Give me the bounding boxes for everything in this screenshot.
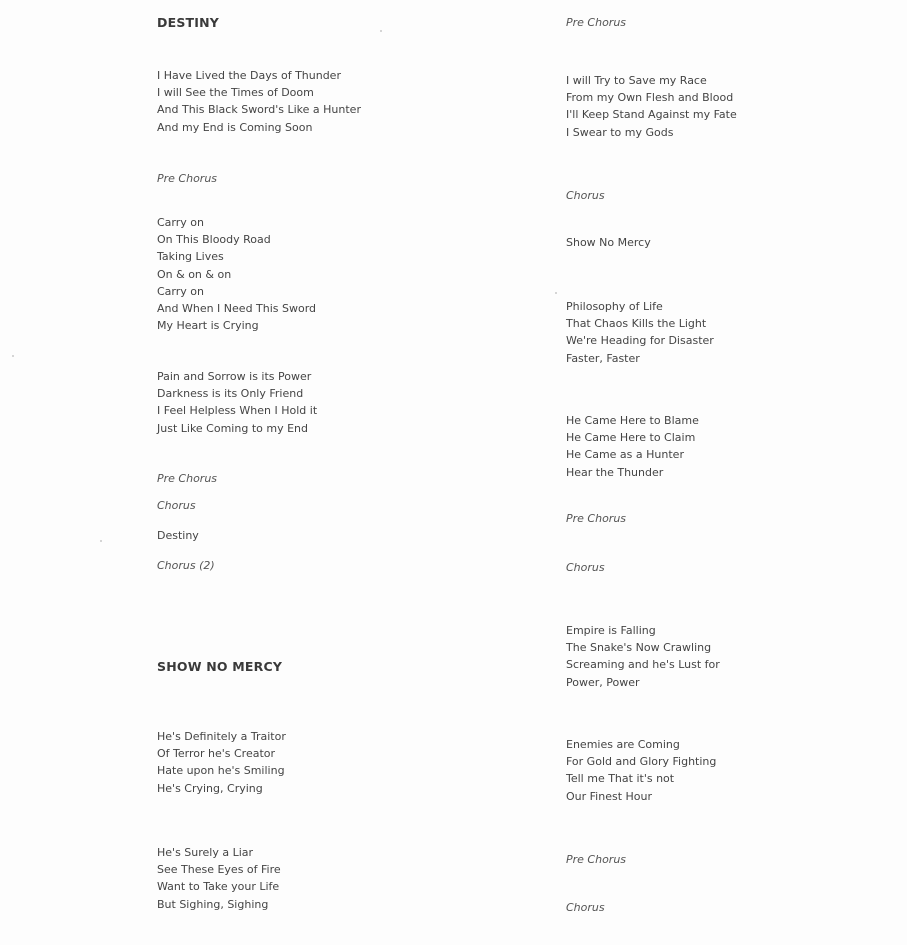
lyric-line: Just Like Coming to my End (157, 421, 308, 435)
lyric-line: That Chaos Kills the Light (566, 317, 707, 331)
lyric-line: From my Own Flesh and Blood (566, 91, 734, 105)
lyric-line: Hate upon he's Smiling (157, 764, 285, 778)
lyric-line: I Feel Helpless When I Hold it (157, 404, 318, 418)
destiny-prechorus (157, 214, 316, 334)
lyric-line: And When I Need This Sword (157, 302, 317, 316)
destiny-title: DESTINY (157, 15, 220, 30)
lyric-line: He Came Here to Claim (566, 431, 696, 445)
lyric-line: But Sighing, Sighing (157, 897, 269, 911)
lyric-line: On & on & on (157, 267, 232, 281)
lyric-line: Taking Lives (157, 250, 224, 264)
destiny-verse-1 (157, 67, 361, 136)
lyric-line: Darkness is its Only Friend (157, 387, 304, 401)
lyric-line: I will Try to Save my Race (566, 74, 707, 87)
pre-chorus-cue: Pre Chorus (566, 512, 627, 525)
pre-chorus-cue: Pre Chorus (566, 16, 627, 29)
lyric-line: Screaming and he's Lust for (566, 658, 720, 672)
show-no-mercy-title: SHOW NO MERCY (157, 659, 283, 674)
scan-speck (380, 30, 382, 32)
destiny-refrain: Destiny (157, 529, 199, 542)
lyric-line: Carry on (157, 216, 204, 229)
lyric-line: Want to Take your Life (157, 880, 280, 894)
lyric-line: Of Terror he's Creator (157, 747, 276, 761)
scan-speck (12, 355, 14, 357)
chorus-cue: Chorus (566, 189, 605, 202)
lyric-line: See These Eyes of Fire (157, 863, 281, 877)
mercy-verse-4 (566, 412, 699, 481)
lyric-line: Enemies are Coming (566, 738, 680, 751)
chorus-repeat-cue: Chorus (2) (157, 559, 215, 572)
lyric-line: On This Bloody Road (157, 233, 271, 247)
lyric-line: I Have Lived the Days of Thunder (157, 69, 341, 82)
lyric-line: For Gold and Glory Fighting (566, 755, 717, 769)
lyric-line: The Snake's Now Crawling (566, 641, 712, 655)
mercy-refrain: Show No Mercy (566, 236, 651, 249)
pre-chorus-cue: Pre Chorus (566, 853, 627, 866)
lyric-line: Our Finest Hour (566, 789, 653, 803)
lyric-line: He's Definitely a Traitor (157, 730, 286, 743)
pre-chorus-cue: Pre Chorus (157, 472, 218, 485)
lyric-line: He's Surely a Liar (157, 846, 254, 859)
lyric-line: Philosophy of Life (566, 300, 663, 313)
destiny-verse-2 (157, 368, 317, 437)
mercy-verse-2 (157, 844, 281, 913)
pre-chorus-cue: Pre Chorus (157, 172, 218, 185)
lyric-line: He's Crying, Crying (157, 781, 263, 795)
lyric-line: We're Heading for Disaster (566, 334, 714, 348)
scan-speck (100, 540, 102, 542)
lyric-line: Power, Power (566, 675, 640, 689)
lyric-line: I will See the Times of Doom (157, 86, 314, 100)
lyric-line: Faster, Faster (566, 351, 640, 365)
mercy-verse-1 (157, 728, 286, 797)
lyric-line: And my End is Coming Soon (157, 120, 313, 134)
lyric-line: Empire is Falling (566, 624, 656, 637)
mercy-prechorus (566, 72, 737, 141)
mercy-verse-6 (566, 736, 716, 805)
scan-speck (555, 292, 557, 294)
mercy-verse-5 (566, 622, 720, 691)
chorus-cue: Chorus (157, 499, 196, 512)
lyric-line: And This Black Sword's Like a Hunter (157, 103, 361, 117)
lyric-line: I Swear to my Gods (566, 125, 674, 139)
lyric-line: He Came as a Hunter (566, 448, 684, 462)
lyric-line: Tell me That it's not (566, 772, 675, 786)
lyric-line: I'll Keep Stand Against my Fate (566, 108, 737, 122)
lyric-line: Carry on (157, 284, 204, 298)
lyric-line: Pain and Sorrow is its Power (157, 370, 312, 383)
chorus-cue: Chorus (566, 561, 605, 574)
chorus-cue: Chorus (566, 901, 605, 914)
lyric-line: He Came Here to Blame (566, 414, 699, 427)
lyric-line: Hear the Thunder (566, 465, 664, 479)
mercy-verse-3 (566, 298, 714, 367)
lyric-line: My Heart is Crying (157, 319, 259, 333)
